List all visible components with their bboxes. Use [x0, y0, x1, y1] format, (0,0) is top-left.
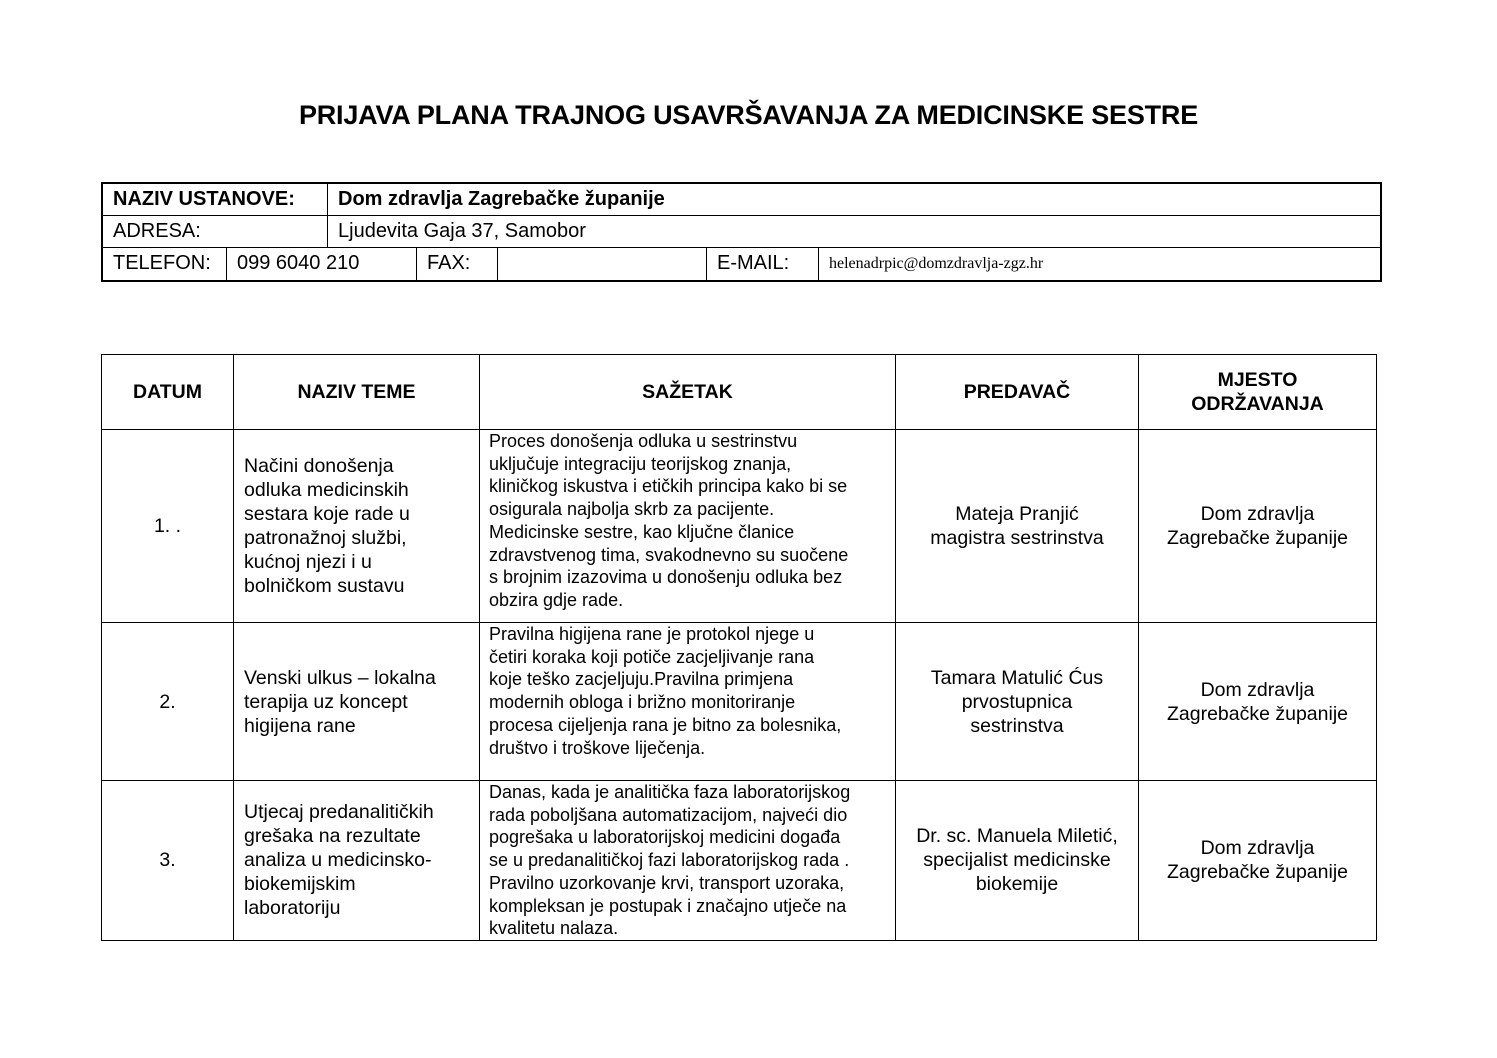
address-value: Ljudevita Gaja 37, Samobor — [338, 220, 586, 242]
row-lecturer: Dr. sc. Manuela Miletić, specijalist medicinske biokemije — [896, 781, 1139, 941]
fax-value — [498, 248, 707, 280]
email-value: helenadrpic@domzdravlja-zgz.hr — [829, 255, 1044, 272]
table-row — [102, 430, 1377, 623]
institution-name-value: Dom zdravlja Zagrebačke županije — [338, 188, 665, 210]
table-row — [102, 781, 1377, 941]
institution-info-table — [101, 182, 1382, 282]
row-venue: Dom zdravlja Zagrebačke županije — [1139, 781, 1377, 941]
document-title: PRIJAVA PLANA TRAJNOG USAVRŠAVANJA ZA MEDICINSKE SESTRE — [298, 100, 1199, 130]
row-summary: Pravilna higijena rane je protokol njege u četiri koraka koji potiče zacjeljivanje rana koje teško zacjeljuju.Pravilna primjena modernih obloga i brižno monitoriranje procesa cijeljenja rana je bitno za bolesnika, društvo i troškove liječenja. — [480, 623, 896, 781]
row-venue: Dom zdravlja Zagrebačke županije — [1139, 430, 1377, 623]
row-number: 1. . — [102, 430, 234, 623]
row-summary: Proces donošenja odluka u sestrinstvu uključuje integraciju teorijskog znanja, kliničkog iskustva i etičkih principa kako bi se osigurala najbolja skrb za pacijente. Medicinske sestre, kao ključne članice zdravstvenog tima, svakodnevno su suočene s brojnim izazovima u donošenju odluka bez obzira gdje rade. — [480, 430, 896, 623]
row-topic: Utjecaj predanalitičkih grešaka na rezultate analiza u medicinsko- biokemijskim laboratoriju — [234, 781, 480, 941]
header-lecturer: PREDAVAČ — [896, 355, 1139, 430]
row-summary: Danas, kada je analitička faza laboratorijskog rada poboljšana automatizacijom, najveći dio pogrešaka u laboratorijskoj medicini događa se u predanalitičkoj fazi laboratorijskog rada . Pravilno uzorkovanje krvi, transport uzoraka, kompleksan je postupak i značajno utječe na kvalitetu nalaza. — [480, 781, 896, 941]
address-label: ADRESA: — [103, 216, 328, 247]
header-venue: MJESTO ODRŽAVANJA — [1139, 355, 1377, 430]
row-number: 3. — [102, 781, 234, 941]
fax-label: FAX: — [417, 248, 498, 280]
institution-name-row — [103, 184, 1380, 216]
table-row — [102, 623, 1377, 781]
row-number: 2. — [102, 623, 234, 781]
phone-label: TELEFON: — [103, 248, 227, 280]
table-header-row — [102, 355, 1377, 430]
email-label: E-MAIL: — [707, 248, 819, 280]
row-topic: Venski ulkus – lokalna terapija uz koncept higijena rane — [234, 623, 480, 781]
row-venue: Dom zdravlja Zagrebačke županije — [1139, 623, 1377, 781]
training-plan-table — [101, 354, 1377, 941]
row-topic: Načini donošenja odluka medicinskih sestara koje rade u patronažnoj službi, kućnoj njezi i u bolničkom sustavu — [234, 430, 480, 623]
header-topic: NAZIV TEME — [234, 355, 480, 430]
address-row — [103, 216, 1380, 248]
phone-value: 099 6040 210 — [227, 248, 417, 280]
header-date: DATUM — [102, 355, 234, 430]
contact-row — [103, 248, 1380, 280]
institution-name-label: NAZIV USTANOVE: — [103, 184, 328, 215]
row-lecturer: Tamara Matulić Ćus prvostupnica sestrinstva — [896, 623, 1139, 781]
row-lecturer: Mateja Pranjić magistra sestrinstva — [896, 430, 1139, 623]
header-summary: SAŽETAK — [480, 355, 896, 430]
